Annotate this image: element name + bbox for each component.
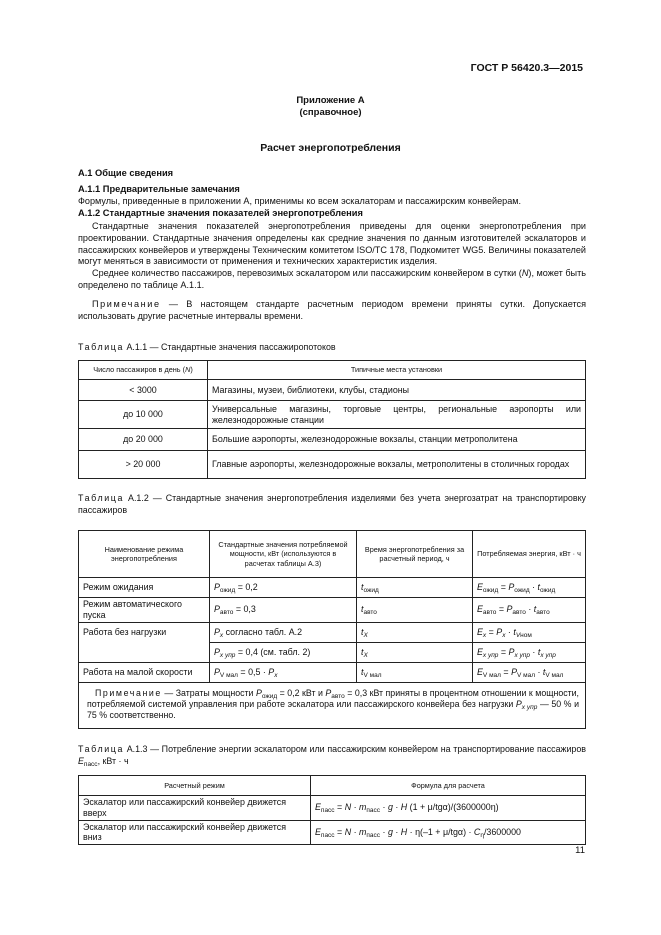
table-a13-header-formula: Формула для расчета <box>311 776 586 796</box>
table-row: $P_{x упр} = 0,4$ (см. табл. 2) $t_X$ $E_{x упр} = P_{x упр} \cdot t_{x упр}$ <box>79 642 586 662</box>
table-row: < 3000 Магазины, музеи, библиотеки, клубы, стадионы <box>79 380 586 401</box>
table-row: до 20 000 Большие аэропорты, железнодорожные вокзалы, станции метрополитена <box>79 429 586 451</box>
table-a11-header-places: Типичные места установки <box>208 361 586 380</box>
table-a13-caption: Таблица А.1.3 — Потребление энергии эскалатором или пассажирским конвейером на транспортирование пассажиров $E_{пасс}$, кВт · ч <box>78 744 586 768</box>
table-a12 <box>78 530 586 729</box>
table-row: Работа на малой скорости $P_{V мал} = 0,5 \cdot P_x$ $t_{V мал}$ $E_{V мал} = P_{V мал} \cdot t_{V мал}$ <box>79 662 586 682</box>
paragraph-a11: Формулы, приведенные в приложении А, применимы ко всем эскалаторам и пассажирским конвейерам. <box>78 196 522 206</box>
section-a11: А.1.1 Предварительные замечания <box>78 184 240 194</box>
table-row: Режим ожидания $P_{ожид} = 0,2$ $t_{ожид}$ $E_{ожид} = P_{ожид} \cdot t_{ожид}$ <box>79 578 586 598</box>
table-row: > 20 000 Главные аэропорты, железнодорожные вокзалы, метрополитены в столичных городах <box>79 451 586 479</box>
table-a12-caption: Таблица А.1.2 — Стандартные значения энергопотребления изделиями без учета энергозатрат на транспортировку пассажиров <box>78 493 586 515</box>
table-a12-header-power: Стандартные значения потребляемой мощности, кВт (используются в расчетах таблицы А.3) <box>210 531 357 578</box>
table-row: Эскалатор или пассажирский конвейер движется вверх $E_{пасс} = N \cdot m_{пасс} \cdot g \cdot H$ (1 + μ/tgα)/(3600000η) <box>79 796 586 821</box>
table-a11-header-count: Число пассажиров в день (N) <box>79 361 208 380</box>
table-a11 <box>78 360 586 479</box>
table-row: Работа без нагрузки $P_x$ согласно табл. А.2 $t_X$ $E_x = P_x \cdot t_{Vном}$ <box>79 622 586 642</box>
appendix-subtitle: (справочное) <box>299 107 362 118</box>
table-a12-header-mode: Наименование режима энергопотребления <box>79 531 210 578</box>
table-a13 <box>78 775 586 845</box>
table-row: Режим автоматического пуска $P_{авто} = 0,3$ $t_{авто}$ $E_{авто} = P_{авто} \cdot t_{авто}$ <box>79 598 586 623</box>
note-1: Примечание — В настоящем стандарте расчетным периодом времени приняты сутки. Допускается использовать другие расчетные интервалы времени. <box>78 299 586 321</box>
table-a12-header-time: Время энергопотребления за расчетный период, ч <box>357 531 473 578</box>
doc-header: ГОСТ Р 56420.3—2015 <box>470 62 583 74</box>
section-a1: А.1 Общие сведения <box>78 168 174 178</box>
page-number: 11 <box>575 845 585 856</box>
table-a12-header-energy: Потребляемая энергия, кВт · ч <box>473 531 586 578</box>
table-row: Эскалатор или пассажирский конвейер движется вниз $E_{пасс} = N \cdot m_{пасс} \cdot g \cdot H \cdot \eta(-1 + \mu/tg\alpha) \cdot C_\eta/3600000$ <box>79 820 586 845</box>
paragraph-2: Среднее количество пассажиров, перевозимых эскалатором или пассажирским конвейером в сутки (N), может быть определено по таблице А.1.1. <box>78 268 586 290</box>
table-a12-note: Примечание — Затраты мощности $P_{ожид} = 0,2$ кВт и $P_{авто} = 0,3$ кВт приняты в процентном отношении к мощности, потребляемой системой управления при работе эскалатора или пассажирского конвейера без нагрузки $P_{x упр}$ — 50 % и 75 % соответственно. <box>79 682 586 728</box>
page-title: Расчет энергопотребления <box>260 142 401 154</box>
paragraph-1: Стандартные значения показателей энергопотребления приведены для оценки энергопотребления при проектировании. Стандартные значения определены как средние значения по данным изготовителей эскалаторов и пассажирских конвейеров и утверждены Техническим комитетом ISO/TC 178, Подкомитет WG5. Величины показателей могут меняться в зависимости от применения и технических характеристик изделия. <box>78 221 586 267</box>
appendix-title: Приложение А <box>296 95 365 106</box>
table-a13-header-mode: Расчетный режим <box>79 776 311 796</box>
table-row: до 10 000 Универсальные магазины, торговые центры, региональные аэропорты или железнодорожные станции <box>79 401 586 429</box>
section-a12: А.1.2 Стандартные значения показателей энергопотребления <box>78 208 363 218</box>
table-a11-caption: Таблица А.1.1 — Стандартные значения пассажиропотоков <box>78 342 336 352</box>
